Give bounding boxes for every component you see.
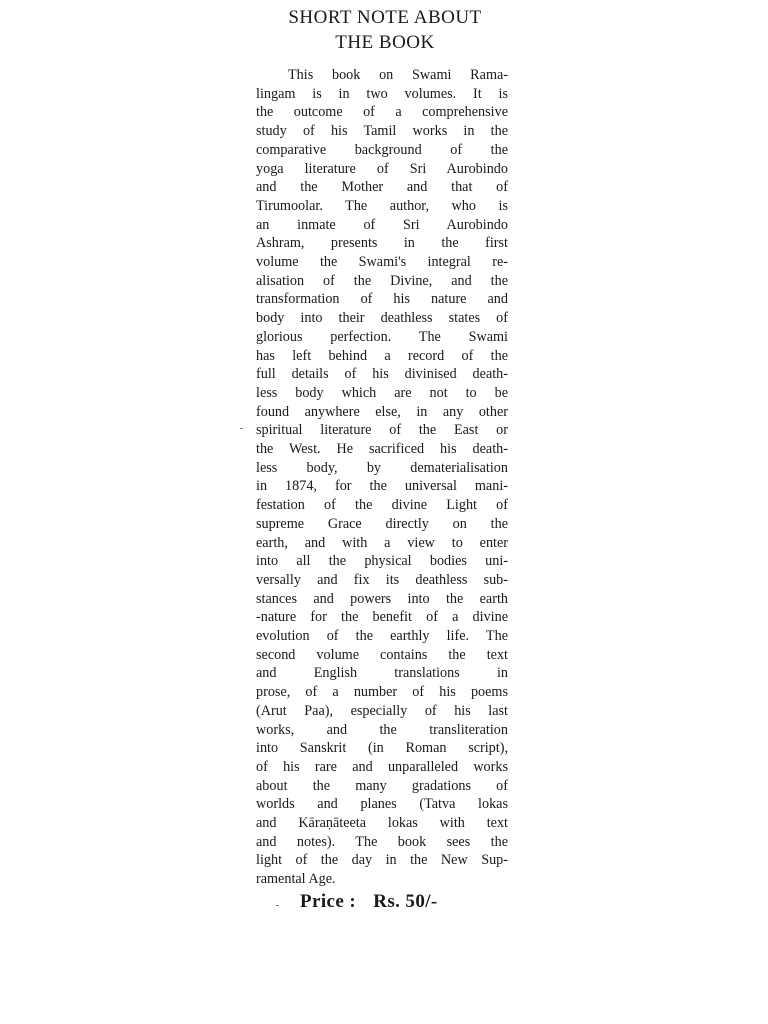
body-line: comparative background of the <box>256 141 508 158</box>
body-line: volume the Swami's integral re- <box>256 254 508 270</box>
body-line: study of his Tamil works in the <box>256 123 508 140</box>
price-value: Rs. 50/- <box>373 891 438 912</box>
body-line: of his rare and unparalleled works <box>256 758 508 775</box>
body-line: transformation of his nature and <box>256 291 508 308</box>
body-line: alisation of the Divine, and the <box>256 272 508 289</box>
body-line: yoga literature of Sri Aurobindo <box>256 160 508 177</box>
body-line: second volume contains the text <box>256 646 508 663</box>
body-line: light of the day in the New Sup- <box>256 852 508 869</box>
body-line: and Kāraṇāteeta lokas with text <box>256 815 508 831</box>
body-line: ramental Age. <box>256 871 336 888</box>
body-line: works, and the transliteration <box>256 721 508 738</box>
body-line: less body, by dematerialisation <box>256 459 508 476</box>
body-line: lingam is in two volumes. It is <box>256 85 508 102</box>
title-line-2: THE BOOK <box>335 32 435 53</box>
body-line: less body which are not to be <box>256 384 508 401</box>
body-line: an inmate of Sri Aurobindo <box>256 216 508 233</box>
body-line: (Arut Paa), especially of his last <box>256 702 508 719</box>
body-line: found anywhere else, in any other <box>256 403 508 420</box>
body-line: and notes). The book sees the <box>256 833 508 850</box>
body-line: glorious perfection. The Swami <box>256 328 508 345</box>
price-line <box>300 891 490 913</box>
price-label: Price : <box>300 891 357 912</box>
body-line: prose, of a number of his poems <box>256 684 508 701</box>
body-line: Ashram, presents in the first <box>256 235 508 252</box>
body-line: full details of his divinised death- <box>256 366 508 383</box>
body-line: and the Mother and that of <box>256 179 508 196</box>
body-line: earth, and with a view to enter <box>256 534 508 551</box>
body-line: This book on Swami Rama- <box>288 67 508 83</box>
body-line: and English translations in <box>256 665 508 682</box>
body-line: about the many gradations of <box>256 777 508 794</box>
body-line: body into their deathless states of <box>256 310 508 327</box>
print-speck <box>240 428 243 429</box>
body-line: supreme Grace directly on the <box>256 515 508 532</box>
body-line: the outcome of a comprehensive <box>256 104 508 121</box>
body-line: has left behind a record of the <box>256 347 508 364</box>
body-line: spiritual literature of the East or <box>256 422 508 439</box>
body-line: festation of the divine Light of <box>256 497 508 514</box>
body-line: stances and powers into the earth <box>256 590 508 607</box>
body-line: into all the physical bodies uni- <box>256 553 508 570</box>
body-line: evolution of the earthly life. The <box>256 628 508 644</box>
body-line: -nature for the benefit of a divine <box>256 609 508 626</box>
body-line: into Sanskrit (in Roman script), <box>256 740 508 757</box>
body-line: in 1874, for the universal mani- <box>256 478 508 495</box>
body-line: worlds and planes (Tatva lokas <box>256 796 508 813</box>
body-line: the West. He sacrificed his death- <box>256 441 508 457</box>
print-speck <box>276 905 279 906</box>
title-line-1: SHORT NOTE ABOUT <box>288 7 482 28</box>
body-line: versally and fix its deathless sub- <box>256 571 508 588</box>
body-line: Tirumoolar. The author, who is <box>256 197 508 214</box>
